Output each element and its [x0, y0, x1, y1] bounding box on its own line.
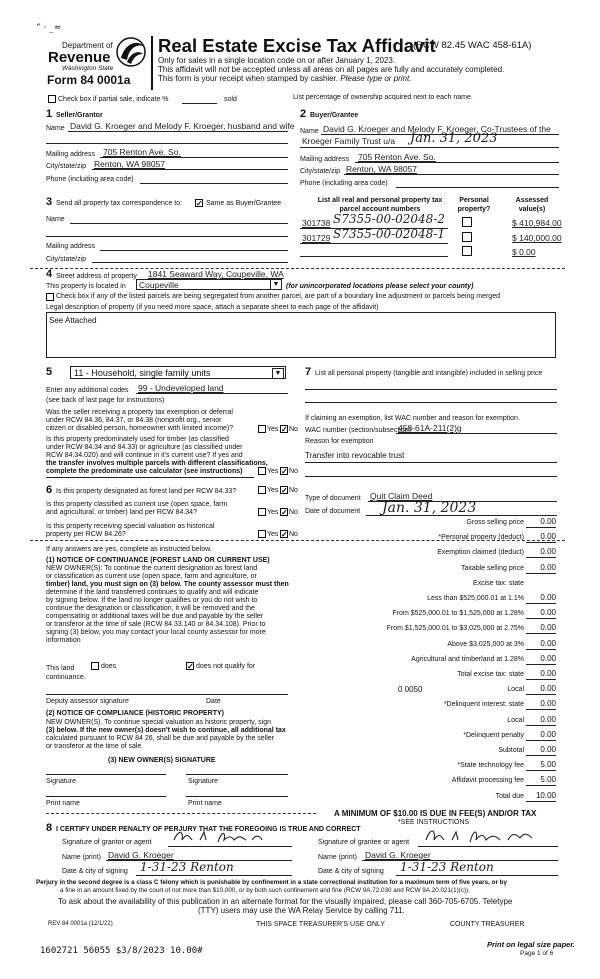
certify-statement: I CERTIFY UNDER PENALTY OF PERJURY THAT THE FOREGOING IS TRUE AND CORRECT — [56, 826, 361, 833]
s3-mail-label: Mailing address — [46, 243, 96, 250]
tax-row-value[interactable]: 0.00 — [540, 547, 556, 557]
ownership-note: List percentage of ownership acquired next to each name. — [293, 94, 473, 101]
s6-q3-a: Is this property receiving special valuation as historical — [46, 523, 215, 530]
seller-city[interactable]: Renton, WA 98057 — [94, 159, 166, 169]
tax-row-line — [526, 755, 556, 756]
s3-name-line-2 — [46, 236, 288, 237]
notice-1-heading: (1) NOTICE OF CONTINUANCE (FOREST LAND OR CURRENT USE) — [46, 557, 270, 564]
no-label: No — [289, 426, 298, 433]
grantee-sig-line — [418, 846, 558, 847]
personal-property-line-2 — [305, 402, 557, 403]
form-rcw: (RCW 82.45 WAC 458-61A) — [413, 40, 532, 51]
buyer-mail[interactable]: 705 Renton Ave. So. — [358, 152, 436, 162]
buyer-heading: Buyer/Grantee — [310, 112, 359, 119]
notice-1-line: timber) land, you must sign on (3) below. The county assessor must then — [46, 581, 289, 588]
tax-row-value[interactable]: 0.00 — [540, 745, 556, 754]
section-7-number: 7 — [305, 366, 312, 378]
does-label: does — [101, 663, 117, 670]
partial-pct-line — [182, 103, 217, 104]
seller-mail-label: Mailing address — [46, 151, 96, 158]
tax-row-value[interactable]: 0.00 — [540, 714, 556, 724]
personal-col-header: Personal property? — [457, 197, 491, 213]
grantee-signature[interactable] — [420, 826, 540, 846]
exemption-note: If claiming an exemption, list WAC number and reason for exemption. — [305, 415, 520, 422]
partial-sale-checkbox[interactable] — [48, 95, 56, 103]
buyer-mail-line — [355, 162, 559, 163]
s3-name-label: Name — [46, 216, 65, 223]
tax-row-label: *Delinquent interest: state — [443, 701, 524, 709]
alt-format-2: (TTY) users may use the WA Relay Service by calling 711. — [198, 906, 405, 915]
tax-row-line — [526, 573, 556, 574]
same-as-buyer-checkbox[interactable]: ✓ — [196, 199, 203, 208]
tax-row-label: *State technology fee — [457, 762, 524, 770]
yes-label: Yes — [267, 468, 279, 475]
assessed-value[interactable]: $ 410,984.00 — [512, 218, 562, 228]
chevron-down-icon: ▼ — [272, 368, 284, 379]
section-4-divider — [30, 268, 565, 269]
seller-city-label: City/state/zip — [46, 163, 87, 170]
tax-row-value[interactable]: 0.00 — [540, 653, 556, 663]
doc-date[interactable]: Jan. 31, 2023 — [382, 500, 477, 516]
grantee-date-city[interactable]: 1-31-23 Renton — [400, 860, 494, 874]
tax-row-label: Above $3,025,000 at 3% — [447, 640, 524, 648]
perjury-notice-1: Perjury in the second degree is a class C felony which is punishable by confinement in a state correctional institution for a maximum term of five years, or by — [36, 879, 507, 886]
s3-city-line — [92, 262, 288, 263]
tax-row-line — [526, 725, 556, 726]
yes-label: Yes — [267, 426, 279, 433]
tax-row-value[interactable]: 0.00 — [540, 669, 556, 678]
q2-line-e: complete the predominate use calculator (see instructions) — [46, 468, 243, 475]
tax-row-line — [526, 664, 556, 665]
segregated-label: Check box if any of the listed parcels are being segregated from another parcel, are part of a boundary line adjustment or parcels being merged — [56, 293, 500, 300]
reason-value[interactable]: Transfer into revocable trust — [305, 451, 405, 460]
does-not-label: does not qualify for — [196, 663, 256, 670]
assessed-value[interactable]: $ 140,000.00 — [512, 233, 562, 243]
personal-property-checkbox[interactable] — [462, 232, 472, 242]
section-8-divider — [46, 813, 316, 814]
same-as-buyer-label: Same as Buyer/Grantee — [206, 200, 282, 207]
tax-row-value[interactable]: 5.00 — [540, 760, 556, 770]
notice-1-line: compensating or additional taxes will be due and payable by the seller — [46, 613, 264, 620]
grantee-date-line — [396, 875, 558, 876]
minimum-due-note: A MINIMUM OF $10.00 IS DUE IN FEE(S) AND/OR TAX — [334, 809, 537, 818]
if-yes-note: If any answers are yes, complete as instructed below. — [46, 546, 212, 553]
legal-description: See Attached — [49, 316, 97, 325]
wac-label: WAC number (section/subsection) — [305, 427, 411, 434]
notice-3-heading: (3) NEW OWNER(S) SIGNATURE — [108, 757, 216, 764]
notice-1-line: information — [46, 637, 81, 644]
tax-row-line — [526, 557, 556, 558]
s6-q3-no-checkbox[interactable]: ✓ — [281, 530, 288, 539]
q2-line-d: the transfer involves multiple parcels with different classifications, — [46, 460, 268, 467]
buyer-name-2[interactable]: Kroeger Family Trust u/a — [302, 136, 396, 146]
no-label: No — [289, 487, 298, 494]
tax-row-value[interactable]: 0.00 — [540, 532, 556, 542]
form-number: Form 84 0001a — [47, 73, 131, 87]
grantor-name[interactable]: David G. Kroeger — [108, 850, 174, 860]
treasurer-use-only: THIS SPACE TREASURER'S USE ONLY — [256, 921, 385, 928]
signature-label: Signature — [188, 778, 218, 785]
seller-name-line-2 — [46, 143, 288, 144]
notice-1-line: NEW OWNER(S): To continue the current designation as forest land — [46, 565, 258, 572]
doc-type-label: Type of document — [305, 495, 361, 502]
assessed-value[interactable]: $ 0.00 — [512, 247, 536, 257]
tax-row-label: Agricultural and timberland at 1.28% — [411, 655, 524, 663]
seller-mail-line — [100, 157, 288, 158]
sold-label: sold — [224, 96, 237, 103]
alt-format-1: To ask about the availability of this publication in an alternate format for the visually impaired, please call 360-705-6705. Teletype — [58, 897, 513, 906]
print-name-label: Print name — [188, 800, 222, 807]
location-select[interactable] — [136, 279, 282, 290]
buyer-city[interactable]: Renton, WA 98057 — [346, 164, 418, 174]
section-1-number: 1 — [46, 108, 53, 120]
tax-row-value[interactable]: 0.00 — [540, 608, 556, 618]
q2-line-a: Is this property predominately used for timber (as classified — [46, 436, 229, 443]
s6-q3-yes-checkbox[interactable] — [258, 530, 266, 538]
q1-no-checkbox[interactable]: ✓ — [281, 425, 288, 434]
tax-row-label: Exemption claimed (deduct) — [437, 549, 524, 557]
tax-row-value[interactable]: 0.00 — [540, 699, 556, 709]
tax-row-value[interactable]: 0.00 — [540, 684, 556, 694]
owner-print-line-2 — [186, 796, 288, 797]
s6-q2-no-checkbox[interactable]: ✓ — [281, 508, 288, 517]
dept-of: Department of — [62, 41, 113, 50]
personal-property-checkbox[interactable] — [462, 246, 472, 256]
tax-row-value[interactable]: 0.00 — [540, 593, 556, 602]
seller-phone-label: Phone (including area code) — [46, 176, 134, 183]
seller-heading: Seller/Grantor — [56, 112, 103, 119]
perjury-notice-2: a fine in an amount fixed by the court of not more than $10,000, or by both such confinement and fine (RCW 9A.72.030 and RCW 9A.20.021(1)(c)). — [60, 887, 470, 894]
reason-label: Reason for exemption — [305, 438, 374, 445]
seller-mail[interactable]: 705 Renton Ave. So. — [103, 147, 181, 157]
legal-size-note: Print on legal size paper. — [487, 940, 575, 949]
seller-name-line — [68, 131, 288, 132]
buyer-name-1[interactable]: David G. Kroeger and Melody F. Kroeger, Co-Trustees of the — [323, 124, 551, 134]
s3-name-line — [70, 223, 288, 224]
tax-row-line — [526, 603, 556, 604]
no-label: No — [289, 509, 298, 516]
reason-line — [305, 462, 557, 463]
tax-row-line — [526, 709, 556, 710]
tax-row-label: *Personal property (deduct) — [438, 534, 524, 542]
notice-1-line: signing (3) below, you may contact your local county assessor for more — [46, 629, 266, 636]
header-note-1: Only for sales in a single location code on or after January 1, 2023. — [158, 56, 396, 65]
deputy-date-label: Date — [206, 698, 221, 705]
q1-line-c: citizen or disabled person, homeowner with limited income)? — [46, 425, 234, 432]
tax-row-value[interactable]: 0.00 — [540, 562, 556, 572]
additional-codes-line — [136, 393, 288, 394]
tax-row-value[interactable]: 0.00 — [540, 517, 556, 526]
parcel-line — [300, 256, 448, 257]
street-address[interactable]: 1841 Seaward Way, Coupeville, WA — [148, 269, 284, 279]
located-label: This property is located in — [46, 283, 126, 290]
tax-row-label: Local — [507, 716, 524, 724]
tax-row-value[interactable]: 10.00 — [535, 790, 556, 800]
section-2-number: 2 — [300, 108, 307, 120]
tax-row-label: Total excise tax: state — [457, 671, 524, 678]
section-3-number: 3 — [46, 196, 53, 208]
section-8-number: 8 — [46, 822, 53, 834]
see-instructions: *SEE INSTRUCTIONS — [398, 819, 470, 826]
buyer-name-label: Name — [300, 128, 319, 135]
buyer-trust-date[interactable]: Jan. 31, 2023 — [410, 131, 498, 146]
form-title: Real Estate Excise Tax Affidavit — [158, 35, 436, 56]
s6-q1-yes-checkbox[interactable] — [258, 486, 266, 494]
receipt-stamp: 1602721 56055 $3/8/2023 10.00# — [40, 946, 203, 956]
q2-line-c: RCW 84.34.020) and will continue in it's current use? If yes and — [46, 452, 243, 459]
local-rate: 0 0050 — [398, 685, 423, 695]
tax-row-line — [526, 618, 556, 619]
s6-q1-no-checkbox[interactable]: ✓ — [281, 486, 288, 495]
parcel-number[interactable]: 301729 — [302, 233, 331, 243]
tax-row-line — [526, 694, 556, 695]
notice-2-line: calculated pursuant to RCW 84 26, shall be due and payable by the seller — [46, 735, 275, 742]
grantor-signature[interactable] — [170, 828, 280, 846]
land-does-not-checkbox[interactable]: ✓ — [187, 662, 194, 671]
tax-row-label: Affidavit processing fee — [451, 777, 524, 785]
yes-label: Yes — [267, 509, 279, 516]
buyer-name-line-2 — [300, 147, 559, 148]
grantee-name[interactable]: David G. Kroeger — [365, 850, 431, 860]
section-3-label: Send all property tax correspondence to: — [56, 200, 183, 207]
buyer-phone-line — [396, 187, 559, 188]
q2-line-b: under RCW 84.34 and 84.33) or agriculture (as classified under — [46, 444, 243, 451]
section-6-number: 6 — [46, 484, 53, 496]
legal-label: Legal description of property (if you need more space, attach a separate sheet to each page of the affidavit) — [46, 304, 379, 311]
owner-print-line-1 — [46, 796, 166, 797]
header-note-2: This affidavit will not be accepted unless all areas on all pages are fully and accurately completed. — [158, 65, 505, 74]
seller-name-label: Name — [46, 125, 65, 132]
grantor-sig-label: Signature of grantor or agent — [62, 839, 152, 846]
parcel-handwritten[interactable]: S7355-00-02048-2 — [333, 212, 446, 226]
this-land-label: This land — [46, 665, 75, 672]
page-number: Page 1 of 6 — [520, 950, 554, 957]
personal-property-label: List all personal property (tangible and intangible) included in selling price — [315, 370, 543, 377]
tax-row-value[interactable]: 0.00 — [540, 638, 556, 648]
wac-line — [396, 433, 557, 434]
buyer-phone-label: Phone (including area code) — [300, 180, 388, 187]
s6-q1: Is this property designated as forest land per RCW 84.33? — [56, 488, 237, 495]
buyer-mail-label: Mailing address — [300, 156, 350, 163]
seller-name[interactable]: David G. Kroeger and Melody F. Kroeger, husband and wife — [70, 121, 295, 131]
tax-row-line — [526, 633, 556, 634]
tax-row-line — [526, 679, 556, 680]
q1-yes-checkbox[interactable] — [258, 425, 266, 433]
q1-line-b: under RCW 84.36, 84.37, or 84.38 (nonprofit org., senior — [46, 417, 222, 424]
tax-row-line — [526, 785, 556, 786]
tax-row-line — [526, 740, 556, 741]
s6-q2-a: Is this property classified as current use (open space, farm — [46, 501, 228, 508]
dor-logo-icon — [115, 36, 147, 68]
tax-row-label: Less than $525,000.01 at 1.1% — [427, 595, 524, 602]
parcel-number[interactable]: 301738 — [302, 218, 331, 228]
parcel-handwritten[interactable]: S7355-00-02048-1 — [333, 227, 446, 241]
notice-1-line: determine if the land transferred continues to qualify and will indicate — [46, 589, 259, 596]
dor-logo-text: Revenue — [48, 49, 111, 66]
grantee-name-label: Name (print) — [318, 854, 357, 861]
land-use-select[interactable] — [70, 366, 286, 379]
buyer-city-label: City/state/zip — [300, 168, 341, 175]
grantor-name-label: Name (print) — [62, 854, 101, 861]
additional-codes[interactable]: 99 - Undeveloped land — [138, 383, 224, 393]
county-treasurer: COUNTY TREASURER — [450, 921, 525, 928]
deputy-sig-line — [46, 694, 288, 695]
print-name-label: Print name — [46, 800, 80, 807]
tax-row-line — [526, 649, 556, 650]
tax-row-label: Local — [507, 686, 524, 694]
signature-label: Signature — [46, 778, 76, 785]
grantee-sig-label: Signature of grantee or agent — [318, 839, 410, 846]
parcel-col-header: List all real and personal property tax parcel account numbers — [317, 197, 443, 213]
grantee-date-label: Date & city of signing — [318, 868, 384, 875]
header-divider — [151, 36, 153, 90]
parcel-line — [300, 243, 448, 244]
personal-property-checkbox[interactable] — [462, 217, 472, 227]
notice-1-line: or transferor at the time of sale (RCW 84.33.140 or 84.34.108). Prior to — [46, 621, 266, 628]
tax-row-label: *Delinquent penalty — [463, 731, 524, 739]
owner-sig-line-2 — [186, 774, 288, 775]
s6-q2-b: and agricultural, or timber) land per RCW 84.34? — [46, 509, 197, 516]
tax-row-line — [526, 801, 556, 802]
located-note: (for unincorporated locations please select your county) — [286, 283, 474, 290]
grantor-date-line — [136, 875, 292, 876]
doc-date-label: Date of document — [305, 508, 361, 515]
grantor-sig-line — [168, 846, 292, 847]
owner-sig-line-1 — [46, 774, 166, 775]
tax-row-line — [526, 770, 556, 771]
additional-codes-label: Enter any additional codes — [46, 387, 129, 394]
tax-row-line — [526, 527, 556, 528]
reason-line-2 — [305, 476, 557, 477]
s6-q3-b: property per RCW 84.26? — [46, 531, 126, 538]
tax-row-label: From $1,525,000.01 to $3,025,000 at 2.75% — [386, 625, 524, 633]
legal-description-box[interactable] — [46, 312, 556, 358]
seller-phone-line — [140, 183, 288, 184]
q1-line-a: Was the seller receiving a property tax exemption or deferral — [46, 409, 233, 416]
revision-label: REV 84 0001a (12/1/22) — [48, 921, 113, 927]
header-note-3: This form is your receipt when stamped by cashier. Please type or print. — [158, 74, 412, 83]
partial-sale-label: Check box if partial sale, indicate % — [58, 96, 169, 103]
location-value: Coupeville — [139, 280, 179, 290]
notice-2-line: NEW OWNER(S). To continue special valuation as historic property, sign — [46, 719, 271, 726]
q2-no-checkbox[interactable]: ✓ — [281, 467, 288, 476]
wac-number[interactable]: 458-61A-211(2)g — [398, 423, 462, 433]
s6-q2-yes-checkbox[interactable] — [258, 508, 266, 516]
tax-row-value[interactable]: 0.00 — [540, 729, 556, 739]
notice-1-line: continue the designation or classification, it will be removed and the — [46, 605, 255, 612]
doc-type[interactable]: Quit Claim Deed — [370, 491, 433, 501]
tax-row-label: Gross selling price — [466, 519, 524, 526]
chevron-down-icon: ▼ — [270, 280, 281, 289]
section-5-bottom-line — [46, 477, 254, 478]
yes-label: Yes — [267, 487, 279, 494]
notice-2-line: or transferor at the time of sale — [46, 743, 142, 750]
section-5-number: 5 — [46, 366, 53, 378]
washington-state: Washington State — [62, 65, 114, 72]
doc-date-line — [366, 515, 557, 516]
continuance-label: continuance. — [46, 674, 86, 681]
no-label: No — [289, 468, 298, 475]
street-label: Street address of property — [56, 273, 137, 280]
tax-row-label: From $525,000.01 to $1,525,000 at 1.28% — [392, 610, 524, 618]
tax-row-line — [526, 542, 556, 543]
tax-row-label: Subtotal — [498, 747, 524, 754]
tax-row-label: Taxable selling price — [460, 564, 524, 572]
personal-property-line — [305, 389, 557, 390]
s3-mail-line — [100, 250, 288, 251]
notice-2-line: (3) below. If the new owner(s) doesn't wish to continue, all additional tax — [46, 727, 286, 734]
tax-row-label: Total due — [495, 792, 524, 800]
s3-city-label: City/state/zip — [46, 256, 87, 263]
tax-row-label: Excise tax: state — [473, 579, 524, 587]
assessed-col-header: Assessed value(s) — [515, 197, 549, 213]
grantor-date-label: Date & city of signing — [62, 868, 128, 875]
land-does-checkbox[interactable] — [91, 662, 99, 670]
see-back-note: (see back of last page for instructions) — [46, 397, 165, 404]
tax-row-value[interactable]: 0.00 — [540, 623, 556, 633]
yes-label: Yes — [267, 531, 279, 538]
handwritten-mark: “ · _≈ — [36, 23, 62, 33]
notice-2-heading: (2) NOTICE OF COMPLIANCE (HISTORIC PROPERTY) — [46, 710, 224, 717]
section-4-number: 4 — [46, 268, 53, 280]
deputy-sig-label: Deputy assessor signature — [46, 698, 129, 705]
tax-row-value[interactable]: 5.00 — [540, 775, 556, 785]
seller-city-line — [92, 169, 288, 170]
q2-yes-checkbox[interactable] — [258, 467, 266, 475]
buyer-city-line — [344, 174, 559, 175]
grantor-date-city[interactable]: 1-31-23 Renton — [140, 860, 234, 874]
land-use-value: 11 - Household, single family units — [74, 368, 211, 378]
notice-1-line: or classification as current use (open space, farm and agriculture, or — [46, 573, 257, 580]
no-label: No — [289, 531, 298, 538]
segregated-checkbox[interactable] — [46, 293, 54, 301]
notice-1-line: by signing below. If the land no longer qualifies or you do not wish to — [46, 597, 258, 604]
